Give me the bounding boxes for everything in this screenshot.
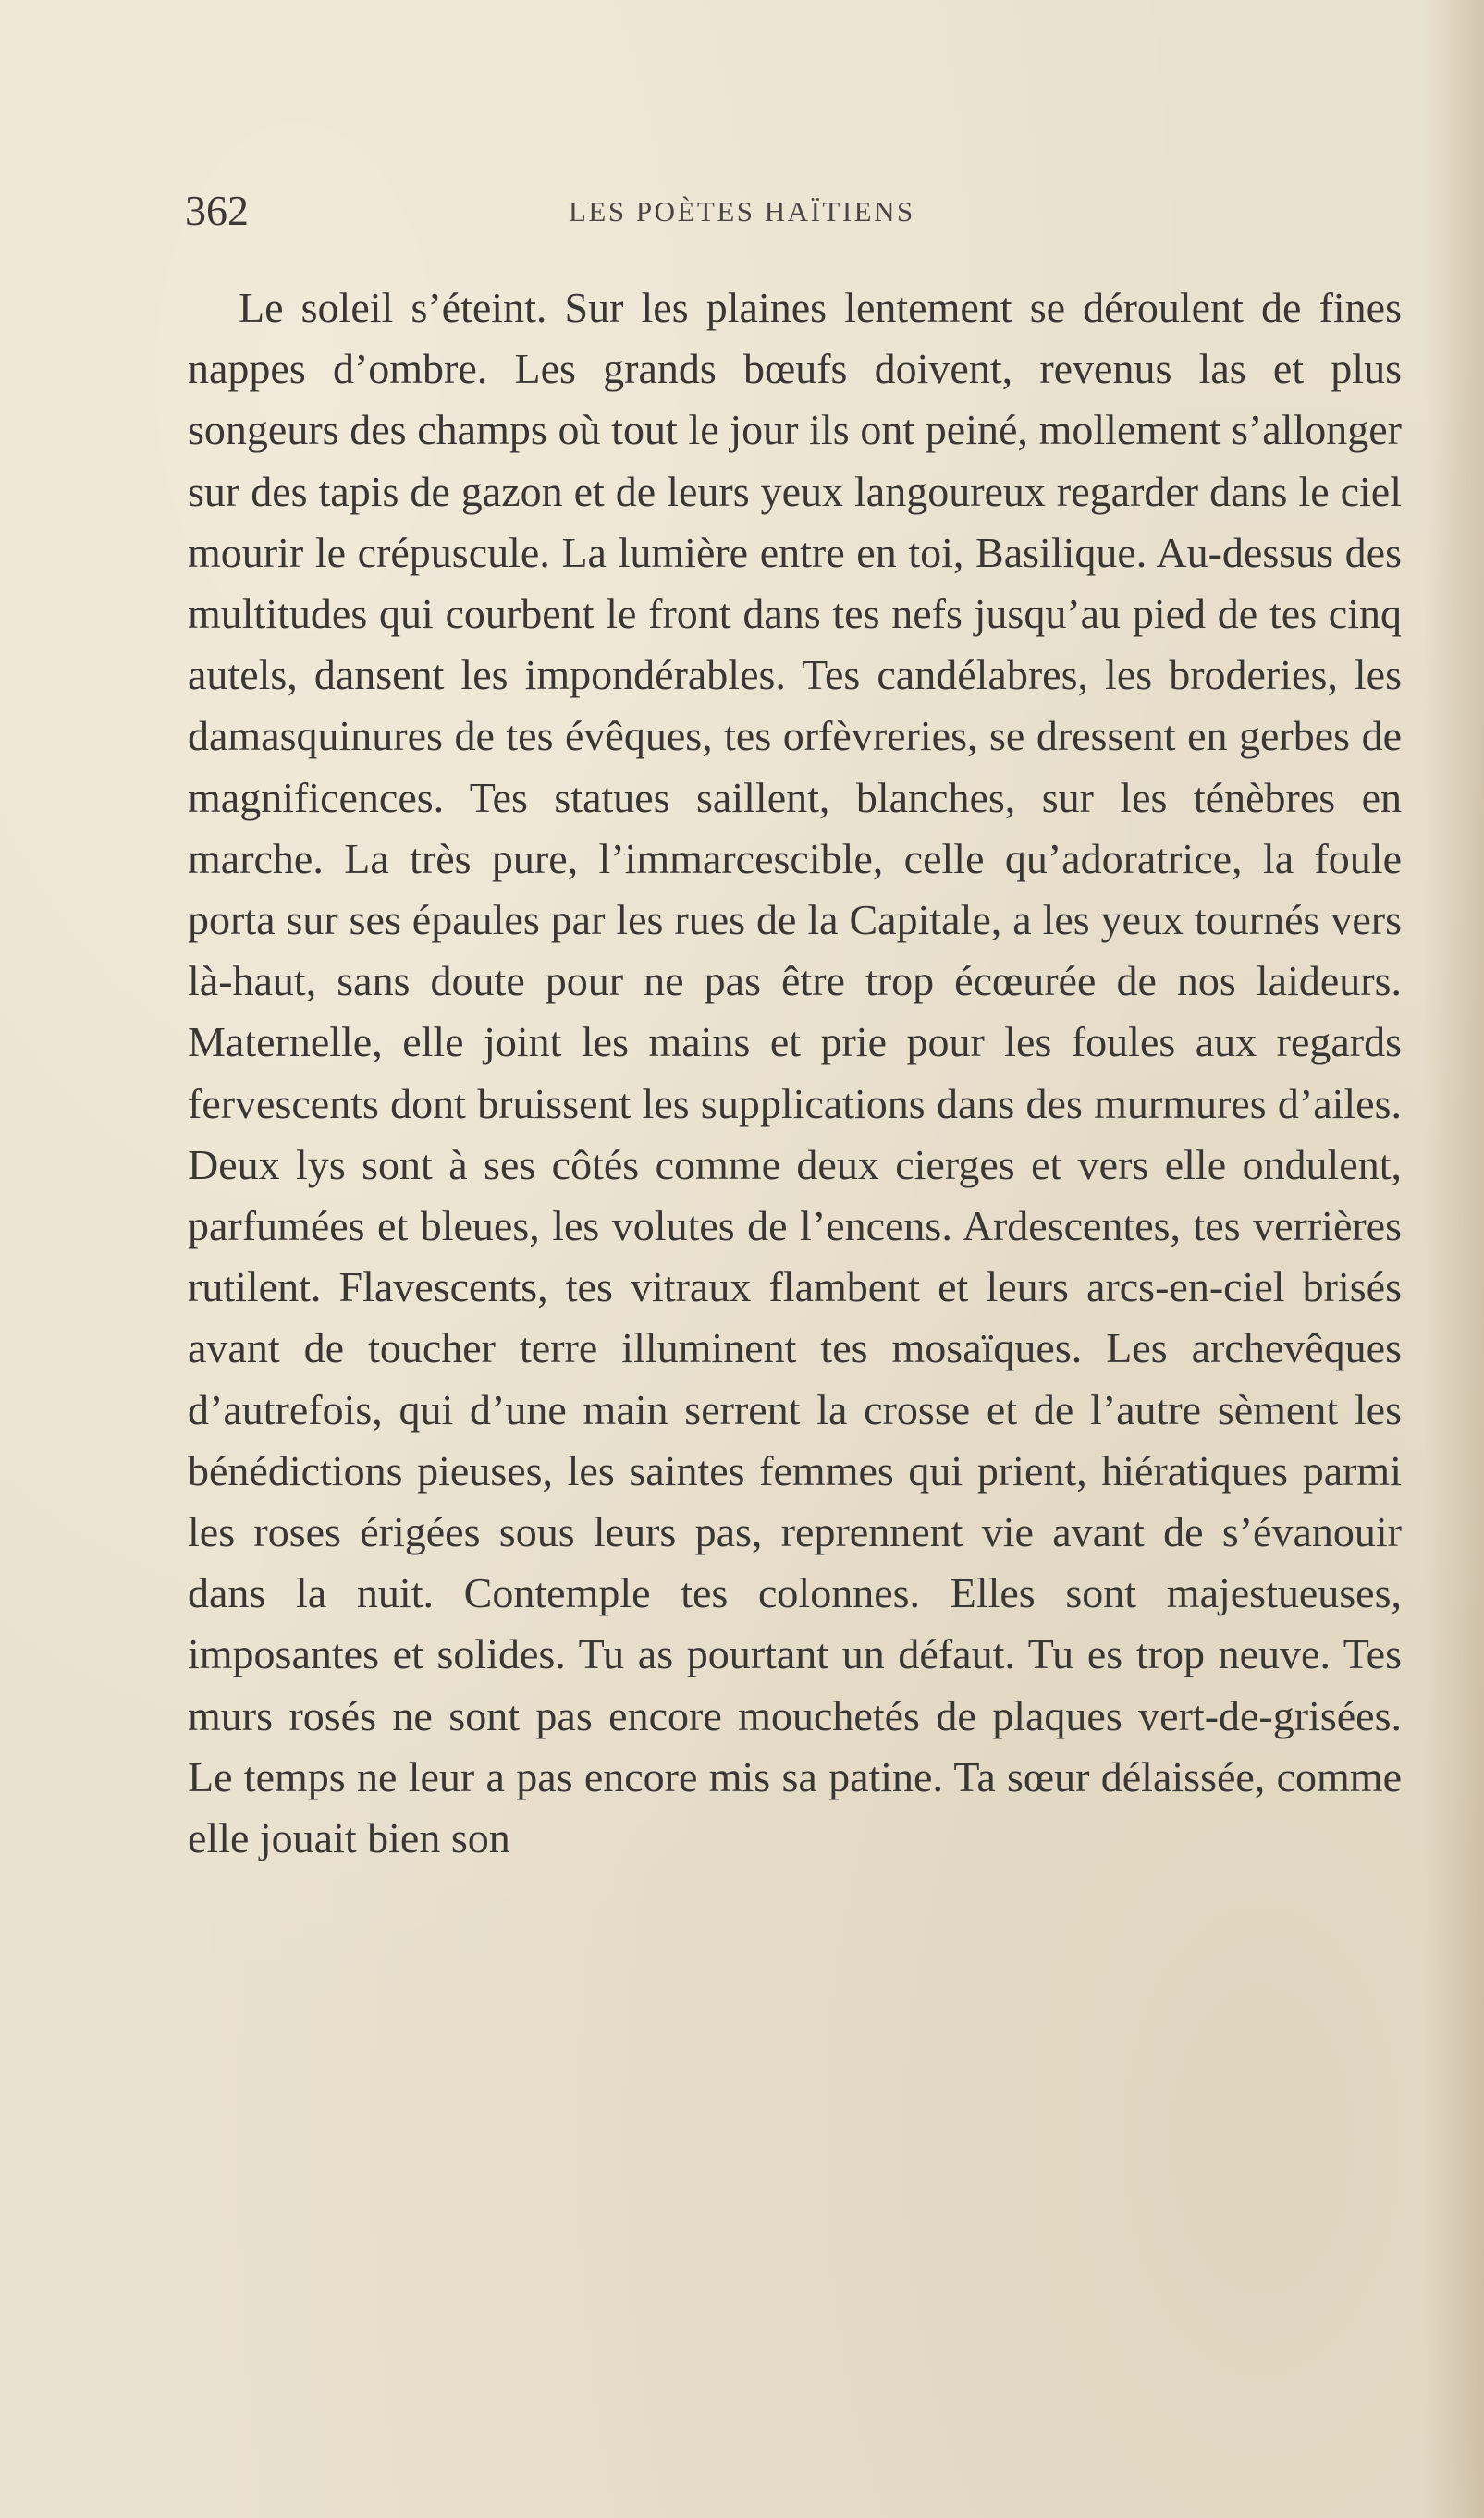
running-title: LES POÈTES HAÏTIENS bbox=[569, 195, 915, 227]
page-number: 362 bbox=[185, 187, 249, 234]
running-head bbox=[185, 183, 1405, 239]
body-paragraph: Le soleil s’éteint. Sur les plaines lentement se déroulent de fines nappes d’ombre. Les grands bœufs doivent, revenus las et plus songeurs des champs où tout le jour ils ont peiné, mollement s’allonger sur des tapis de gazon et de leurs yeux langoureux regarder dans le ciel mourir le crépuscule. La lumière entre en toi, Basilique. Au-dessus des multitudes qui courbent le front dans tes nefs jusqu’au pied de tes cinq autels, dansent les impondérables. Tes candélabres, les broderies, les damasquinures de tes évêques, tes orfèvreries, se dressent en gerbes de magnificences. Tes statues saillent, blanches, sur les ténèbres en marche. La très pure, l’immarcescible, celle qu’adoratrice, la foule porta sur ses épaules par les rues de la Capitale, a les yeux tournés vers là-haut, sans doute pour ne pas être trop écœurée de nos laideurs. Maternelle, elle joint les mains et prie pour les foules aux regards fervescents dont bruissent les supplications dans des murmures d’ailes. Deux lys sont à ses côtés comme deux cierges et vers elle ondulent, parfumées et bleues, les volutes de l’encens. Ardescentes, tes verrières rutilent. Flavescents, tes vitraux flambent et leurs arcs-en-ciel brisés avant de toucher terre illuminent tes mosaïques. Les archevêques d’autrefois, qui d’une main serrent la crosse et de l’autre sèment les bénédictions pieuses, les saintes femmes qui prient, hiératiques parmi les roses érigées sous leurs pas, reprennent vie avant de s’évanouir dans la nuit. Contemple tes colonnes. Elles sont majestueuses, imposantes et solides. Tu as pourtant un défaut. Tu es trop neuve. Tes murs rosés ne sont pas encore mouchetés de plaques vert-de-grisées. Le temps ne leur a pas encore mis sa patine. Ta sœur délaissée, comme elle jouait bien son bbox=[188, 284, 1402, 1862]
